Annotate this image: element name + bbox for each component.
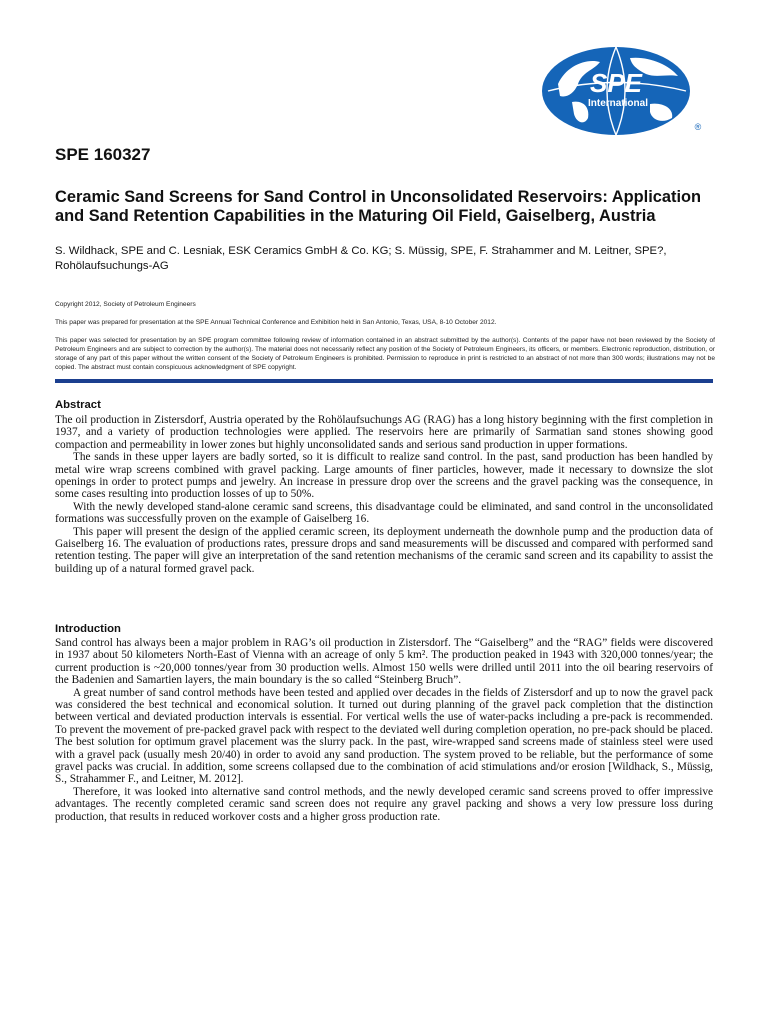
abstract-body xyxy=(55,414,713,575)
paper-authors: S. Wildhack, SPE and C. Lesniak, ESK Ceramics GmbH & Co. KG; S. Müssig, SPE, F. Strahammer and M. Leitner, SPE?, Rohölaufsuchungs-AG xyxy=(55,245,667,272)
abstract-paragraph: The oil production in Zistersdorf, Austria operated by the Rohölaufsuchungs AG (RAG) has a long history beginning with the first completion in 1937, and a variety of production technologies were applied. The reservoirs here are primarily of Sarmatian sand stones showing good compaction and permeability in lower zones but highly unconsolidated sands and serious sand production in upper formations. xyxy=(55,414,713,451)
abstract-paragraph: With the newly developed stand-alone ceramic sand screens, this disadvantage could be eliminated, and sand control in the unconsolidated formations was successfully proven on the example of Gaiselberg 16. xyxy=(55,500,713,526)
review-disclaimer: This paper was selected for presentation by an SPE program committee following review of information contained in an abstract submitted by the author(s). Contents of the paper have not been reviewed by the Society of Petroleum Engineers and are subject to correction by the author(s). The material does not necessarily reflect any position of the Society of Petroleum Engineers, its officers, or members. Electronic reproduction, distribution, or storage of any part of this paper without the written consent of the Society of Petroleum Engineers is prohibited. Permission to reproduce in print is restricted to an abstract of not more than 300 words; illustrations may not be copied. The abstract must contain conspicuous acknowledgment of SPE copyright. xyxy=(55,337,715,371)
registered-mark: ® xyxy=(694,122,702,132)
copyright-notice: Copyright 2012, Society of Petroleum Engineers xyxy=(55,301,196,308)
introduction-paragraph: Sand control has always been a major problem in RAG’s oil production in Zistersdorf. The “Gaiselberg” and the “RAG” fields were discovered in 1937 about 50 kilometers North-East of Vienna with an acreage of only 5 km². The production peaked in 1943 with 320,000 tonnes/year; the current production is ~20,000 tonnes/year from 30 production wells. Almost 150 wells were drilled until 2011 into the oil bearing reservoirs of the Badenien and Samartien layers, the main boundary is the so called “Steinberg Bruch”. xyxy=(55,637,713,687)
spe-international-logo xyxy=(538,44,708,140)
presentation-note: This paper was prepared for presentation at the SPE Annual Technical Conference and Exhibition held in San Antonio, Texas, USA, 8-10 October 2012. xyxy=(55,319,497,326)
logo-org-text: SPE xyxy=(589,68,643,98)
introduction-paragraph: A great number of sand control methods have been tested and applied over decades in the fields of Zistersdorf and up to now the gravel pack was considered the best technical and economical solution. It turned out during planning of the gravel pack completion that the distinction between vertical and deviated production intervals is essential. For vertical wells the use of water-packs including a pre-pack is recommended. To prevent the movement of pre-packed gravel pack with respect to the deviated well during completion operation, no pre-pack should be placed. The best solution for optimum gravel placement was the slurry pack. In the past, wire-wrapped sand screens made of stainless steel were used with a gravel pack (usually mesh 20/40) in order to avoid any sand production. The system proved to be reliable, but the performance of some gravel packs was crucial. In addition, some screens collapsed due to the combination of acid stimulations and/or erosion [Wildhack, S., Müssig, S., Strahammer F., and Leitner, M. 2012]. xyxy=(55,686,713,786)
paper-number: SPE 160327 xyxy=(55,145,151,164)
introduction-paragraph: Therefore, it was looked into alternative sand control methods, and the newly developed ceramic sand screens proved to offer impressive advantages. The recently completed ceramic sand screen does not require any gravel packing and shows a very low pressure loss during production, that results in reduced workover costs and a higher gross production rate. xyxy=(55,785,713,823)
abstract-paragraph: The sands in these upper layers are badly sorted, so it is difficult to realize sand control. In the past, sand production has been handled by metal wire wrap screens combined with gravel packing. Large amounts of finer particles, however, made it necessary to downsize the slot openings in order to protect pumps and jewelry. An increase in pressure drop over the screens and the gravel packing was the consequence, in some cases resulting into production losses of up to 50%. xyxy=(55,451,713,501)
paper-title: Ceramic Sand Screens for Sand Control in Unconsolidated Reservoirs: Application and Sand Retention Capabilities in the Maturing Oil Field, Gaiselberg, Austria xyxy=(55,188,702,225)
introduction-heading: Introduction xyxy=(55,623,121,635)
introduction-body xyxy=(55,637,713,823)
logo-sub-text: International xyxy=(587,98,649,109)
abstract-heading: Abstract xyxy=(55,399,101,411)
abstract-paragraph: This paper will present the design of the applied ceramic screen, its deployment underneath the downhole pump and the production data of Gaiselberg 16. The evaluation of productions rates, pressure drops and sand measurements will be discussed and compared with performed sand retention testing. The paper will give an interpretation of the sand retention mechanisms of the ceramic sand screen and its capability to assist the building up of a natural formed gravel pack. xyxy=(55,525,713,575)
header-divider xyxy=(55,379,713,383)
